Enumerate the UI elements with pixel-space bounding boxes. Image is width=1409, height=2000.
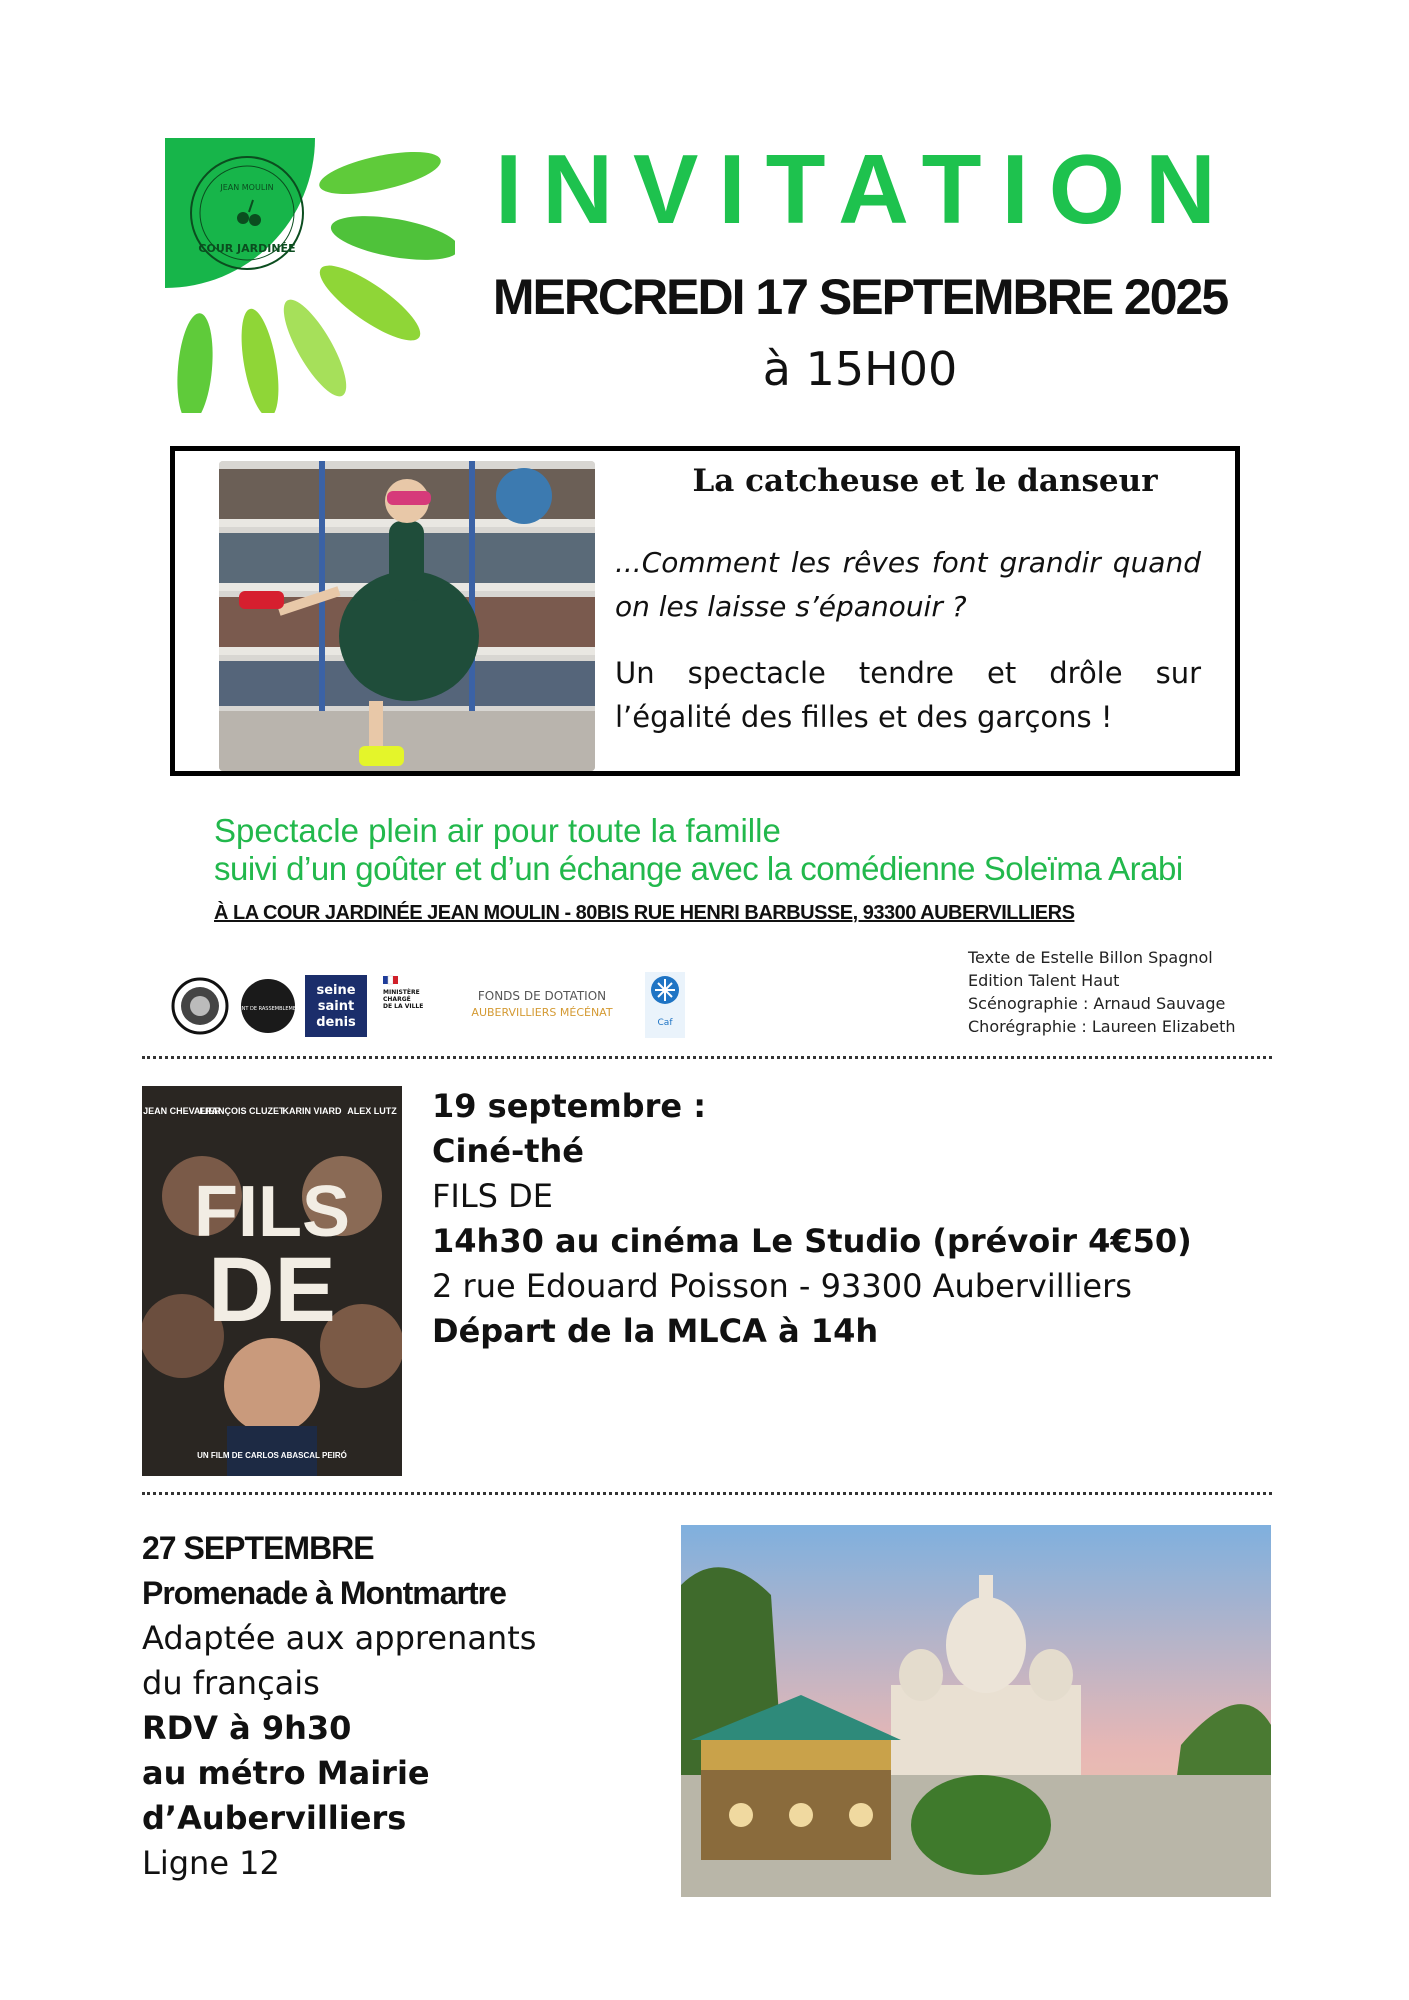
walk-meet: au métro Mairie: [142, 1754, 430, 1792]
info-line-2: suivi d’un goûter et d’un échange avec la comédienne Soleïma Arabi: [214, 850, 1183, 887]
montmartre-photo: [681, 1525, 1271, 1897]
show-credits: [968, 946, 1235, 1038]
film-type: Ciné-thé: [432, 1132, 584, 1170]
show-photo: [219, 461, 595, 771]
ministere-logo-icon: [383, 976, 423, 1010]
cour-jardinee-logo: [165, 138, 455, 413]
partner-logos: [170, 970, 690, 1040]
film-when: 14h30 au cinéma Le Studio (prévoir 4€50): [432, 1222, 1192, 1260]
credit-line: Chorégraphie : Laureen Elizabeth: [968, 1017, 1236, 1036]
credit-line: Texte de Estelle Billon Spagnol: [968, 948, 1213, 967]
credit-line: Scénographie : Arnaud Sauvage: [968, 994, 1226, 1013]
poster-actor: ALEX LUTZ: [347, 1106, 397, 1116]
walk-audience: Adaptée aux apprenants: [142, 1619, 537, 1657]
fonds-dotation-logo-icon: [471, 989, 612, 1019]
svg-text:seine: seine: [316, 983, 356, 998]
logo-text: COUR JARDINÉE: [198, 242, 296, 255]
invitation-title: INVITATION: [495, 134, 1236, 244]
film-address: 2 rue Edouard Poisson - 93300 Aubervilliers: [432, 1267, 1132, 1305]
svg-text:DE LA VILLE: DE LA VILLE: [383, 1003, 424, 1010]
venue-address: À LA COUR JARDINÉE JEAN MOULIN - 80BIS RUE HENRI BARBUSSE, 93300 AUBERVILLIERS: [214, 902, 1075, 924]
event-date: MERCREDI 17 SEPTEMBRE 2025: [492, 269, 1228, 325]
dotted-separator: [142, 1492, 1272, 1495]
walk-audience: du français: [142, 1664, 320, 1702]
show-description: Un spectacle tendre et drôle sur l’égalité des filles et des garçons !: [615, 656, 1201, 734]
svg-text:denis: denis: [316, 1015, 356, 1030]
walk-meet: d’Aubervilliers: [142, 1799, 407, 1837]
partner-logo-2-icon: [233, 979, 304, 1033]
walk-date: 27 SEPTEMBRE: [142, 1530, 374, 1566]
caf-logo-icon: [645, 972, 685, 1038]
poster-actor: KARIN VIARD: [282, 1106, 342, 1116]
walk-line: Ligne 12: [142, 1844, 280, 1882]
logo-small-text: JEAN MOULIN: [220, 183, 274, 192]
film-title: FILS DE: [432, 1177, 554, 1215]
show-tagline: ...Comment les rêves font grandir quand on les laisse s’épanouir ?: [615, 546, 1201, 623]
poster-actor: JEAN CHEVALIER: [143, 1106, 221, 1116]
film-poster: [142, 1086, 402, 1476]
svg-text:AUBERVILLIERS MÉCÉNAT: AUBERVILLIERS MÉCÉNAT: [471, 1006, 613, 1019]
partner-logo-1-icon: [173, 979, 227, 1033]
film-date: 19 septembre :: [432, 1087, 706, 1125]
poster-credit: UN FILM DE CARLOS ABASCAL PEIRÓ: [197, 1451, 347, 1460]
walk-title: Promenade à Montmartre: [142, 1575, 506, 1611]
svg-text:saint: saint: [317, 999, 355, 1014]
poster-actor: FRANÇOIS CLUZET: [199, 1106, 285, 1116]
walk-meet: RDV à 9h30: [142, 1709, 352, 1747]
credit-line: Edition Talent Haut: [968, 971, 1120, 990]
svg-text:FONDS DE DOTATION: FONDS DE DOTATION: [477, 989, 607, 1003]
svg-text:CHARGÉ: CHARGÉ: [383, 996, 411, 1003]
info-line-1: Spectacle plein air pour toute la famille: [214, 812, 781, 849]
show-box: [170, 446, 1240, 776]
seine-saint-denis-logo-icon: [305, 975, 367, 1037]
event-time: à 15H00: [762, 342, 958, 396]
poster-title-2: DE: [208, 1239, 336, 1341]
show-title: La catcheuse et le danseur: [692, 463, 1158, 499]
svg-text:POINT DE RASSEMBLEMENT: POINT DE RASSEMBLEMENT: [233, 1006, 303, 1012]
poster-title-1: FILS: [194, 1172, 350, 1252]
svg-text:MINISTÈRE: MINISTÈRE: [383, 989, 420, 996]
film-departure: Départ de la MLCA à 14h: [432, 1312, 879, 1350]
svg-text:Caf: Caf: [657, 1018, 673, 1028]
dotted-separator: [142, 1056, 1272, 1059]
